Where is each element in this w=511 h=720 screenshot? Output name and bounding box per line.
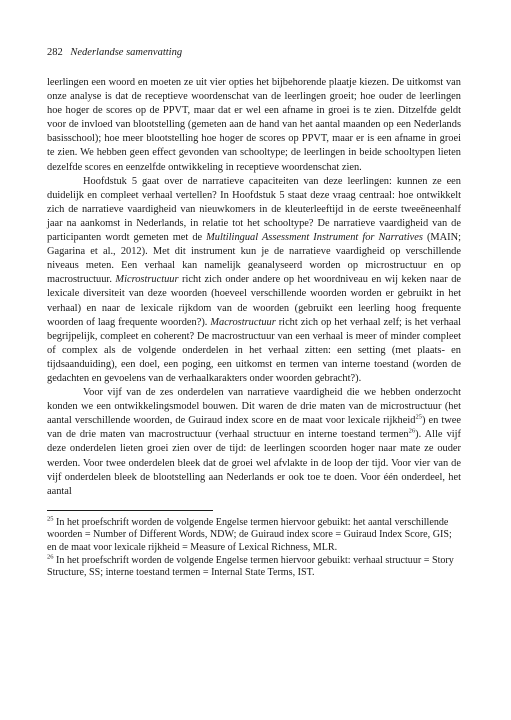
- page-number: 282: [47, 47, 63, 58]
- footnote-marker: 26: [47, 553, 54, 561]
- footnote-marker: 25: [47, 515, 54, 523]
- italic-term: Microstructuur: [115, 274, 179, 286]
- text-run: Hoofdstuk 5 gaat over de narratieve capaciteiten van deze leerlingen: kunnen ze een duidelijk en compleet verhaal vertellen? In Hoofdstuk 5 staat deze vraag centraal: hoe ontwikkelt zich de narratieve vaardigheid van nieuwkomers in de kleuterleeftijd in de eerste tweeëneenhalf jaar na aankomst in Nederlands, in relatie tot het schooltype? De narratieve vaardigheid van de participanten wordt gemeten met de: [47, 175, 461, 244]
- text-run: ). Alle vijf deze onderdelen lieten groei zien over de tijd: de leerlingen scoorden hoger naar mate ze ouder werden. Voor twee onderdelen bleek dat de groei wel afvlakte in de loop der tijd. Voor vier van de vijf onderdelen bleek de blootstelling aan Nederlands er ook toe te doen. Voor één onderdeel, het aantal: [47, 429, 461, 497]
- running-title: Nederlandse samenvatting: [70, 47, 183, 58]
- page-content: [47, 46, 461, 580]
- text-run: Voor vijf van de zes onderdelen van narratieve vaardigheid die we hebben onderzocht konden we een ontwikkelingsmodel bouwen. Dit waren de drie maten van de microstructuur (het aantal verschillende woorden, de Guiraud index score en de maat voor lexicale rijkheid: [47, 387, 461, 427]
- text-run: (MAIN; Gagarina et al., 2012). Met dit instrument kun je de narratieve vaardigheid op verschillende niveaus meten. Een verhaal kan namelijk geanalyseerd worden op microstructuur en op macrostructuur.: [47, 232, 461, 286]
- text-run: ) en twee van de drie maten van macrostructuur (verhaal structuur en interne toestand termen: [47, 415, 461, 441]
- italic-term: Multilingual Assessment Instrument for Narratives: [206, 232, 423, 244]
- italic-term: Macrostructuur: [210, 316, 276, 328]
- footnote-marker: 25: [415, 413, 422, 421]
- paragraph-1: [47, 76, 461, 175]
- paragraph-2: [47, 175, 461, 386]
- body-text: [47, 76, 461, 499]
- text-run: richt zich onder andere op het woordniveau en wij keken naar de lexicale diversiteit van deze woorden (hoeveel verschillende woorden worden er gebruikt in het verhaal) en naar de lexicale rijkdom van de woorden (gebruikt een leerling hoog frequente woorden of laag frequente woorden?).: [47, 274, 461, 328]
- footnote-26: [47, 555, 461, 580]
- footnote-divider: [47, 510, 213, 511]
- text-run: In het proefschrift worden de volgende Engelse termen hiervoor gebuikt: het aantal verschillende woorden = Number of Different Words, NDW; de Guiraud index score = Guiraud Index Score, GIS; en de maat voor lexicale rijkheid = Measure of Lexical Richness, MLR.: [47, 516, 452, 553]
- text-run: leerlingen een woord en moeten ze uit vier opties het bijbehorende plaatje kiezen. De uitkomst van onze analyse is dat de receptieve woordenschat van de leerlingen groeit; hoe ouder de leerlingen hoe hoger de scores op de PPVT, maar dat er wel een afname in groei is te zien. Ditzelfde geldt voor de invloed van blootstelling (gemeten aan de hand van het aantal maanden op een Nederlands basisschool); hoe meer blootstelling hoe hoger de scores op PPVT, maar er is een afname in groei te zien. We hebben geen effect gevonden van schooltype; de leerlingen in beide schooltypen lieten dezelfde scores en eenzelfde ontwikkeling in receptieve woordenschat zien.: [47, 77, 461, 173]
- footnotes: [47, 517, 461, 580]
- paragraph-3: [47, 386, 461, 499]
- running-header: [47, 46, 461, 59]
- text-run: richt zich op het verhaal zelf; is het verhaal begrijpelijk, compleet en coherent? De macrostructuur van een verhaal is meer of minder compleet of complex als de volgende onderdelen in het verhaal zitten: een setting (met plaats- en tijdsaanduiding), een doel, een poging, een uitkomst en termen van interne toestand (worden de gedachten en gevoelens van de verhaalkarakters onder woorden gebracht?).: [47, 316, 461, 384]
- footnote-marker: 26: [408, 427, 416, 435]
- text-run: In het proefschrift worden de volgende Engelse termen hiervoor gebuikt: verhaal structuur = Story Structure, SS; interne toestand termen = Internal State Terms, IST.: [47, 554, 454, 579]
- footnote-25: [47, 517, 461, 555]
